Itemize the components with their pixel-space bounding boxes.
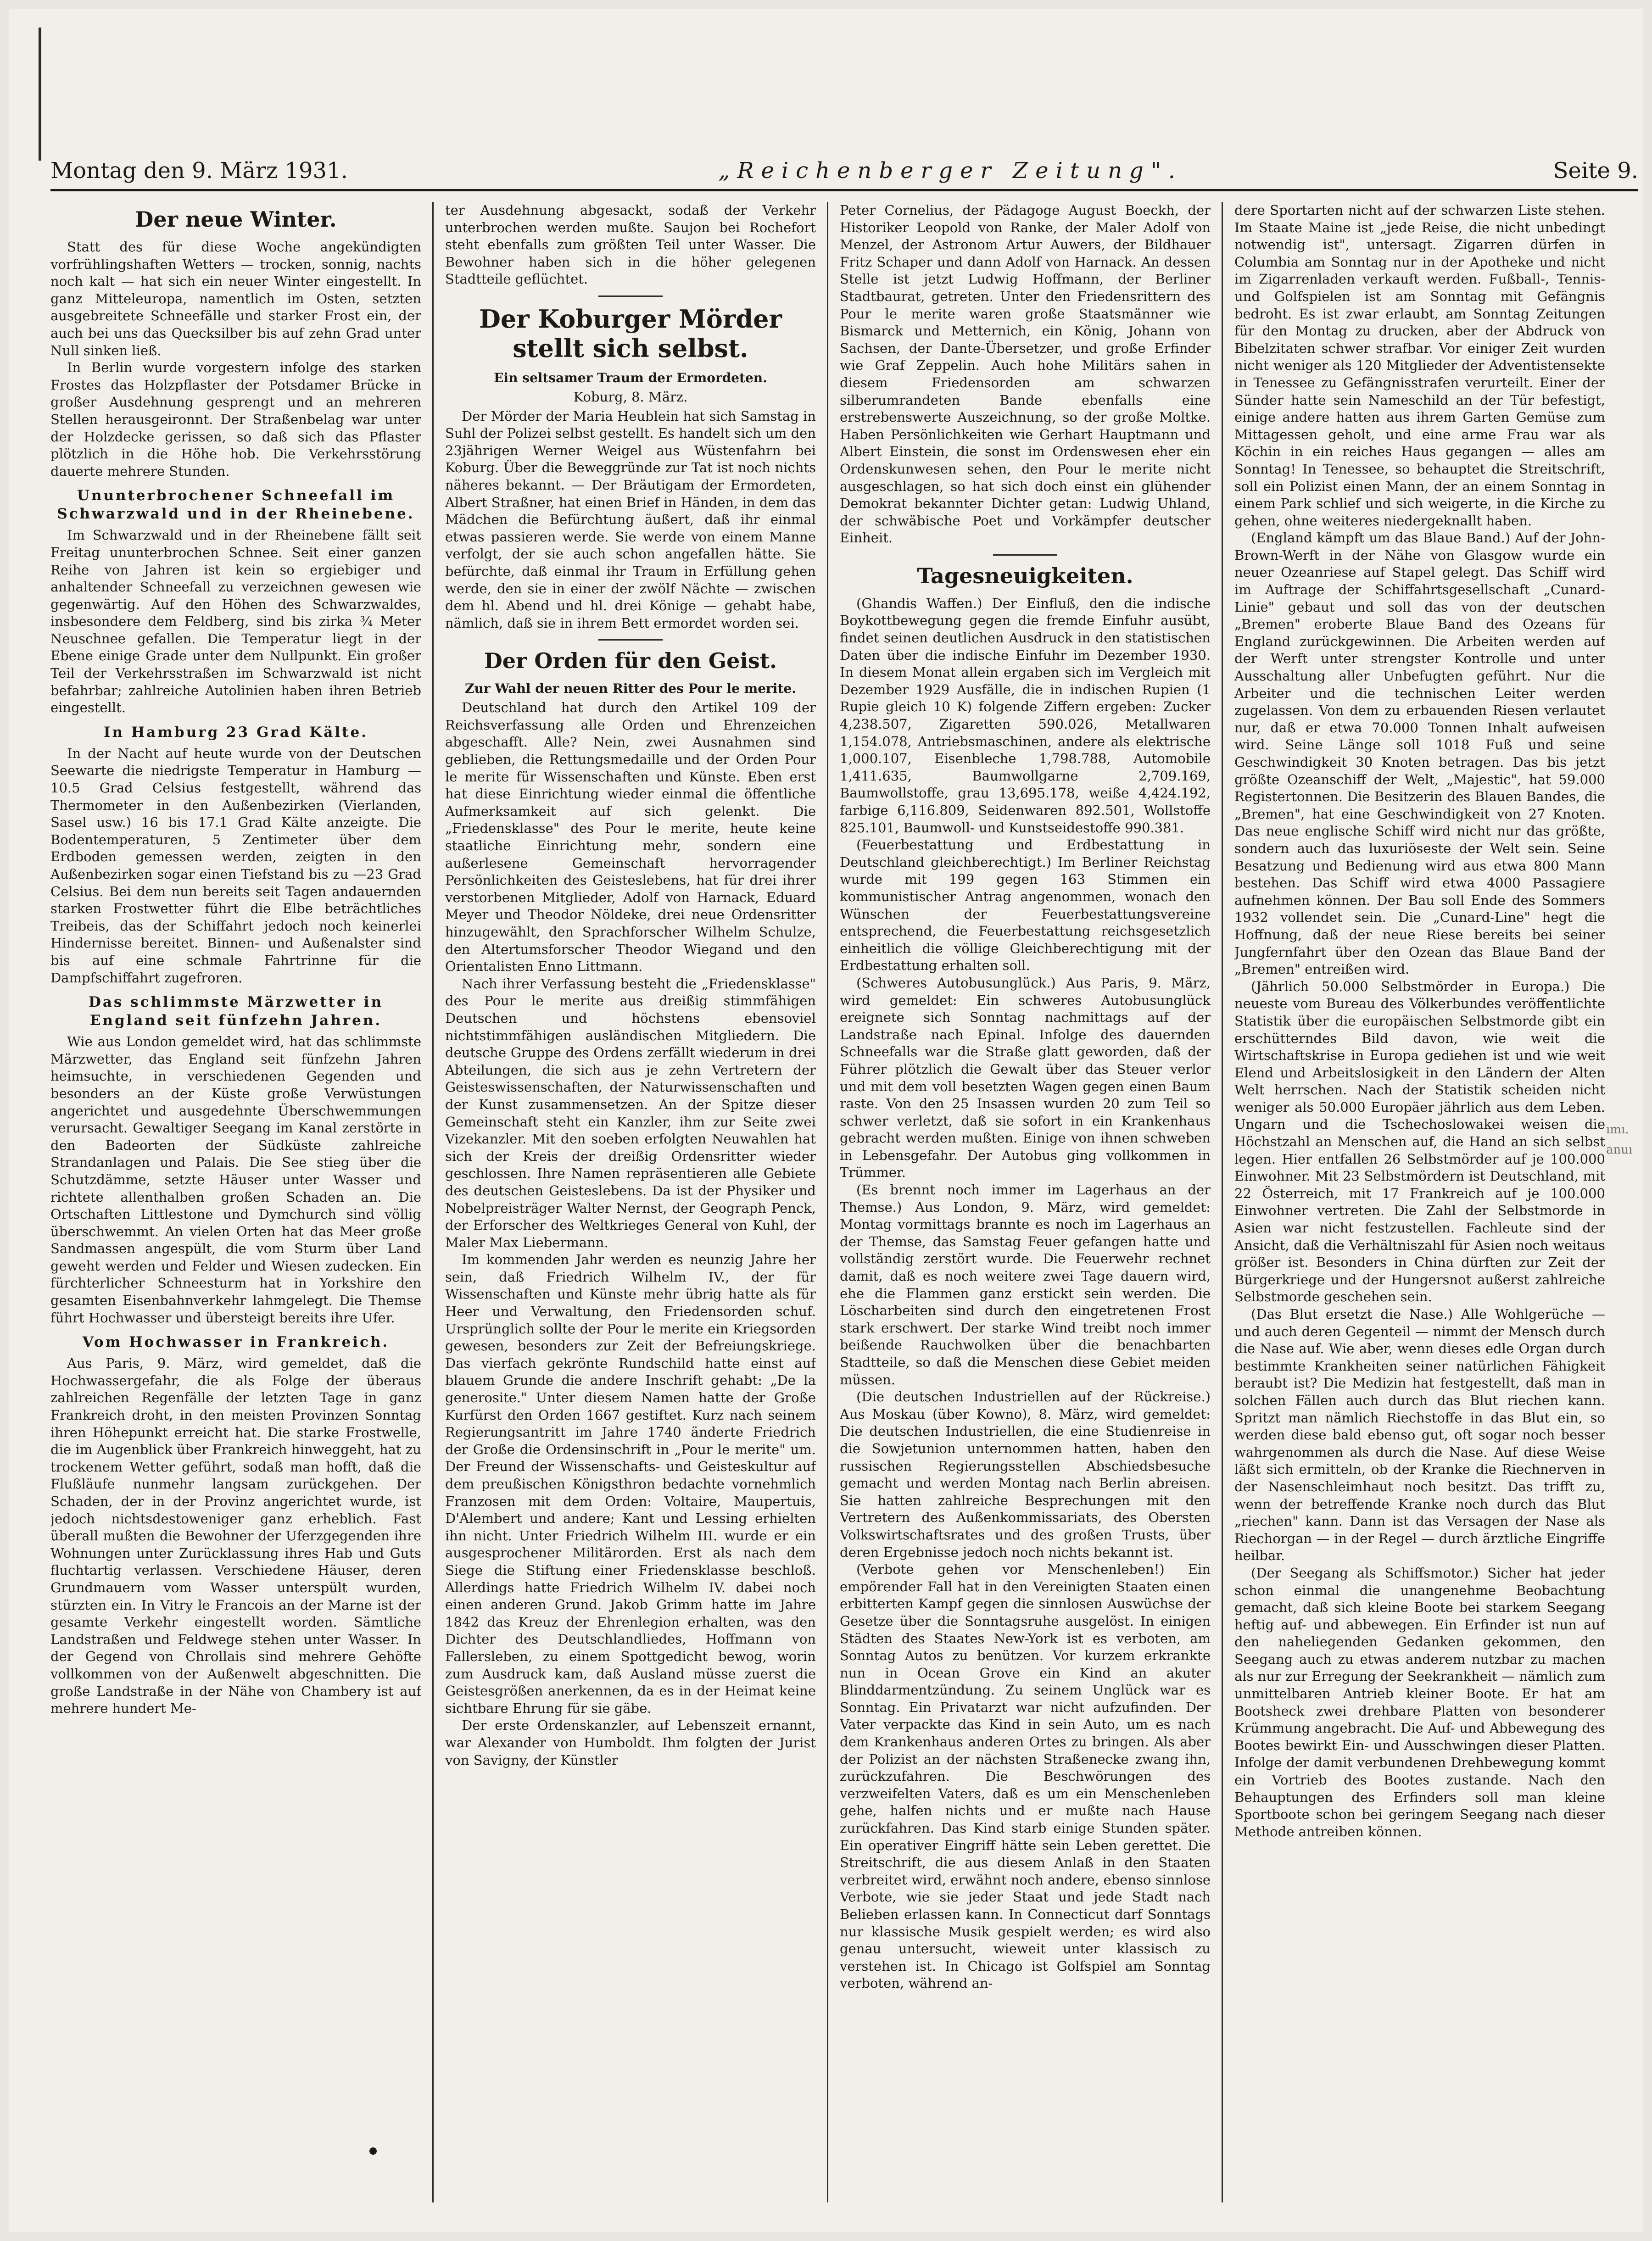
article-paragraph: Peter Cornelius, der Pädagoge August Boeckh, der Historiker Leopold von Ranke, der Maler Adolf von Menzel, der Astronom Artur Auwers, der Bildhauer Fritz Schaper und dann Adolf von Harnack. An dessen Stelle ist jetzt Ludwig Hoffmann, der Berliner Stadtbaurat, getreten. Unter den Friedensrittern des Pour le merite waren große Staatsmänner wie Bismarck und Metternich, ein König, Johann von Sachsen, der Dante-Übersetzer, und große Erfinder wie Graf Zeppelin. Auch hohe Militärs sahen in diesem Friedensorden am schwarzen silberumrandeten Bande ebenfalls eine erstrebenswerte Auszeichnung, so der große Moltke. Haben Persönlichkeiten wie Gerhart Hauptmann und Albert Einstein, die sonst im Ordenswesen eher ein Ordenskunwesen sehen, den Pour le merite nicht ausgeschlagen, so hat sich doch einst ein glühender Demokrat bekannter Dichter getan: Ludwig Uhland, der schwäbische Poet und Vorkämpfer deutscher Einheit. — [840, 202, 1211, 546]
news-item: (England kämpft um das Blaue Band.) Auf der John-Brown-Werft in der Nähe von Glasgow wurde ein neuer Ozeanriese auf Stapel gelegt. Das Schiff wird im Auftrage der Schiffahrtsgesellschaft „Cunard-Linie" gebaut und soll das von der deutschen „Bremen" eroberte Blaue Band des Ozeans für England zurückgewinnen. Die Arbeiten werden auf der Werft unter strengster Kontrolle und unter Ausschaltung aller Unbefugten geführt. Nur die Arbeiter und die technischen Leiter werden zugelassen. Von dem zu erbauenden Riesen verlautet nur, daß er etwa 70.000 Tonnen Inhalt aufweisen wird. Seine Länge soll 1018 Fuß und seine Geschwindigkeit 30 Knoten betragen. Das bis jetzt größte Ozeanschiff der Welt, „Majestic", hat 59.000 Registertonnen. Die Besitzerin des Blauen Bandes, die „Bremen", hat eine Geschwindigkeit von 27 Knoten. Das neue englische Schiff wird nicht nur das größte, sondern auch das luxuriöseste der Welt sein. Seine Besatzung und Bedienung wird aus etwa 800 Mann bestehen. Das Schiff wird etwa 4000 Passagiere aufnehmen können. Der Bau soll Ende des Sommers 1932 vollendet sein. Die „Cunard-Line" hegt die Hoffnung, daß der neue Riese bereits bei seiner Jungfernfahrt über den Ozean das Blaue Band der „Bremen" entreißen wird. — [1234, 530, 1605, 977]
news-item: (Verbote gehen vor Menschenleben!) Ein empörender Fall hat in den Vereinigten Staaten einen erbitterten Kampf gegen die sinnlosen Auswüchse der Gesetze über die Sonntagsruhe ausgelöst. In einigen Städten des Staates New-York ist es verboten, am Sonntag Autos zu benützen. Vor kurzem erkrankte nun in Ocean Grove ein Kind an akuter Blinddarmentzündung. Zu seinem Unglück war es Sonntag. Ein Privatarzt war nicht aufzufinden. Der Vater verpackte das Kind in sein Auto, um es nach dem Krankenhaus anderen Ortes zu bringen. Als aber der Polizist an der nächsten Straßenecke zwang ihn, zurückzufahren. Die Beschwörungen des verzweifelten Vaters, daß es um ein Menschenleben gehe, halfen nichts und er mußte nach Hause zurückfahren. Das Kind starb einige Stunden später. Ein operativer Eingriff hätte sein Leben gerettet. Die Streitschrift, die aus diesem Anlaß in den Staaten verbreitet wird, erwähnt noch andere, ebenso sinnlose Verbote, wie sie jeder Staat und jede Stadt nach Belieben erlassen kann. In Connecticut darf Sonntags nur klassische Musik gespielt werden; es wird also genau untersucht, wieweit unter klassisch zu verstehen ist. In Chicago ist Golfspiel am Sonntag verboten, während an- — [840, 1561, 1211, 1991]
news-item: (Das Blut ersetzt die Nase.) Alle Wohlgerüche — und auch deren Gegenteil — nimmt der Mensch durch die Nase auf. Wie aber, wenn dieses edle Organ durch bestimmte Krankheiten seiner natürlichen Fähigkeit beraubt ist? Die Medizin hat festgestellt, daß man in solchen Fällen auch durch das Blut riechen kann. Spritzt man nämlich Riechstoffe in das Blut ein, so werden diese bald ebenso gut, oft sogar noch besser wahrgenommen als durch die Nase. Auf diese Weise läßt sich ermitteln, ob der Kranke die Riechnerven in der Nasenschleimhaut noch besitzt. Das trifft zu, wenn der betreffende Kranke noch durch das Blut „riechen" kann. Dann ist das Versagen der Nase als Riechorgan — in der Regel — durch ärztliche Eingriffe heilbar. — [1234, 1306, 1605, 1564]
issue-date: Montag den 9. März 1931. — [50, 158, 348, 184]
article-paragraph: In Berlin wurde vorgestern infolge des starken Frostes das Holzpflaster der Potsdamer Brücke in großer Ausdehnung gesprengt und an mehreren Stellen herausgeironnt. Der Straßenbelag war unter der Holzdecke gerissen, so daß sich das Pflaster plötzlich in die Höhe hob. Die Verkehrsstörung dauerte mehrere Stunden. — [50, 360, 421, 479]
section-title-tagesneuigkeiten: Tagesneuigkeiten. — [917, 563, 1133, 588]
article-separator — [598, 295, 663, 297]
page-number: Seite 9. — [1553, 158, 1638, 184]
article-paragraph: dere Sportarten nicht auf der schwarzen Liste stehen. Im Staate Maine ist „jede Reise, die nicht unbedingt notwendig ist", untersagt. Zigarren dürfen in Columbia am Sonntag nur in der Apotheke und nicht im Zigarrenladen verkauft werden. Fußball-, Tennis- und Golfspielen ist am Sonntag mit Gefängnis bedroht. Es ist zwar erlaubt, am Sonntag Zeitungen für den Montag zu drucken, aber der Abdruck von Bibelzitaten schwer strafbar. Vor einiger Zeit wurden nicht weniger als 120 Mitglieder der Adventistensekte in Tenessee zu Gefängnisstrafen verurteilt. Einer der Sünder hatte sein Nameschild an der Tür befestigt, einige andere hatten aus ihrem Garten Gemüse zum Mittagessen geholt, und eine arme Frau war als Köchin in ein reiches Haus gegangen — alles am Sonntag! In Tenessee, so behauptet die Streitschrift, soll ein Polizist einen Mann, der an einem Sonntag in einem Park schlief und sich weigerte, in die Kirche zu gehen, ohne weiteres niedergeknallt haben. — [1234, 202, 1605, 529]
news-item: (Feuerbestattung und Erdbestattung in Deutschland gleichberechtigt.) Im Berliner Reichstag wurde mit 199 gegen 163 Stimmen ein kommunistischer Antrag angenommen, wonach den Wünschen der Feuerbestattungsvereine entsprechend, die Feuerbestattung reichsgesetzlich einheitlich die völlige Gleichberechtigung mit der Erdbestattung erhalten soll. — [840, 837, 1211, 974]
article-paragraph: Der Mörder der Maria Heublein hat sich Samstag in Suhl der Polizei selbst gestellt. Es handelt sich um den 23jährigen Werner Weigel aus Wüstenfahrn bei Koburg. Über die Beweggründe zur Tat ist noch nichts näheres bekannt. — Der Bräutigam der Ermordeten, Albert Straßner, hat einen Brief in Händen, in dem das Mädchen die Befürchtung äußert, daß ihr einmal etwas passieren werde. Sie werde von einem Manne verfolgt, der sie auch schon angefallen hätte. Sie befürchte, daß einmal ihr Traum in Erfüllung gehen werde, den sie in einer der zwölf Nächte — zwischen dem hl. Abend und hl. drei Könige — gehabt habe, nämlich, daß sie in ihrem Bett ermordet worden sei. — [445, 408, 816, 631]
news-item: (Die deutschen Industriellen auf der Rückreise.) Aus Moskau (über Kowno), 8. März, wird gemeldet: Die deutschen Industriellen, die eine Studienreise in die Sowjetunion unternommen hatten, haben den russischen Regierungsstellen Abschiedsbesuche gemacht und werden Montag nach Berlin abreisen. Sie hatten zahlreiche Besprechungen mit den Vertretern des Außenkommissariats, des Obersten Volkswirtschaftsrates und des großen Trusts, über deren Ergebnisse jedoch noch nichts bekannt ist. — [840, 1389, 1211, 1560]
ink-dot — [369, 2147, 377, 2155]
article-paragraph: Wie aus London gemeldet wird, hat das schlimmste Märzwetter, das England seit fünfzehn Jahren heimsuchte, in verschiedenen Gegenden und besonders an der Küste große Verwüstungen angerichtet und ausgedehnte Überschwemmungen verursacht. Gewaltiger Seegang im Kanal zerstörte in den Badeorten der Südküste zahlreiche Strandanlagen und Palais. Die See stieg über die Schutzdämme, setzte Häuser unter Wasser und richtete allenthalben großen Schaden an. Die Ortschaften Littlestone und Dymchurch sind völlig überschwemmt. An vielen Orten hat das Meer große Sandmassen angespült, die vom Sturm über Land geweht werden und Felder und Wiesen zudecken. Ein fürchterlicher Schneesturm hat in Yorkshire den gesamten Eisenbahnverkehr lahmgelegt. Die Themse führt Hochwasser und übersteigt bereits ihre Ufer. — [50, 1034, 421, 1326]
news-item: (Jährlich 50.000 Selbstmörder in Europa.) Die neueste vom Bureau des Völkerbundes veröffentlichte Statistik über die europäischen Selbstmorde gibt ein erschütterndes Bild davon, wie weit die Wirtschaftskrise in Europa gediehen ist und wie weit Elend und Arbeitslosigkeit in den Ländern der Alten Welt herrschen. Nach der Statistik scheiden nicht weniger als 50.000 Europäer jährlich aus dem Leben. Ungarn und die Tschechoslowakei weisen die Höchstzahl an Menschen auf, die Hand an sich selbst legen. Hier entfallen 26 Selbstmörder auf je 100.000 Einwohner. Mit 23 Selbstmördern ist Deutschland, mit 22 Österreich, mit 17 Frankreich auf je 100.000 Einwohner vertreten. Die Zahl der Selbstmorde in Asien war nicht festzustellen. Fachleute sind der Ansicht, daß die Verhältniszahl für Asien noch weitaus größer ist. Besonders in China dürften zur Zeit der Bürgerkriege und der Hungersnot außerst zahlreiche Selbstmorde geschehen sein. — [1234, 978, 1605, 1305]
article-paragraph: Nach ihrer Verfassung besteht die „Friedensklasse" des Pour le merite aus dreißig stimmfähigen Deutschen und höchstens ebensoviel nichtstimmfähigen ausländischen Mitgliedern. Die deutsche Gruppe des Ordens zerfällt wiederum in drei Abteilungen, die sich aus je zehn Vertretern der Geisteswissenschaften, der Naturwissenschaften und der Kunst zusammensetzen. An der Spitze dieser Gemeinschaft steht ein Kanzler, ihm zur Seite zwei Vizekanzler. Mit den soeben erfolgten Neuwahlen hat sich der Kreis der dreißig Ordensritter wieder geschlossen. Ihre Namen repräsentieren alle Gebiete des deutschen Geisteslebens. Da ist der Physiker und Nobelpreisträger Walter Nernst, der Geograph Penck, der Erforscher des Weltkrieges General von Kuhl, der Maler Max Liebermann. — [445, 976, 816, 1250]
article-title-orden: Der Orden für den Geist. — [484, 648, 777, 674]
margin-bleed-line: anuı — [1606, 1143, 1633, 1157]
article-title-winter: Der neue Winter. — [135, 207, 337, 232]
article-paragraph: Der erste Ordenskanzler, auf Lebenszeit ernannt, war Alexander von Humboldt. Ihm folgten der Jurist von Savigny, der Künstler — [445, 1717, 816, 1768]
section-heading-schwarzwald: Ununterbrochener Schneefall im Schwarzwald und in der Rheinebene. — [57, 487, 415, 523]
column-3 — [840, 202, 1211, 2202]
section-heading-frankreich: Vom Hochwasser in Frankreich. — [82, 1334, 390, 1351]
article-subtitle-koburg: Ein seltsamer Traum der Ermordeten. — [494, 370, 767, 385]
dateline-koburg: Koburg, 8. März. — [573, 389, 688, 405]
column-rule — [827, 202, 828, 2202]
article-title-koburg: Der Koburger Mörder stellt sich selbst. — [479, 304, 782, 363]
article-paragraph: Deutschland hat durch den Artikel 109 der Reichsverfassung alle Orden und Ehrenzeichen abgeschafft. Alle? Nein, zwei Ausnahmen sind geblieben, die Rettungsmedaille und der Orden Pour le merite für Wissenschaften und Künste. Eben erst hat diese Einrichtung wieder einmal die öffentliche Aufmerksamkeit auf sich gelenkt. Die „Friedensklasse" des Pour le merite, heute keine staatliche Einrichtung mehr, sondern eine außerlesene Gemeinschaft hervorragender Persönlichkeiten des Geisteslebens, hat für drei ihrer verstorbenen Mitglieder, Adolf von Harnack, Eduard Meyer und Theodor Nöldeke, drei neue Ordensritter hinzugewählt, den Sprachforscher Wilhelm Schulze, den Altertumsforscher Theodor Wiegand und den Orientalisten Enno Littmann. — [445, 700, 816, 975]
section-heading-england: Das schlimmste Märzwetter in England seit fünfzehn Jahren. — [88, 994, 384, 1029]
article-paragraph: Im kommenden Jahr werden es neunzig Jahre her sein, daß Friedrich Wilhelm IV., der für Wissenschaften und Künste mehr übrig hatte als für Heer und Verwaltung, den Friedensorden schuf. Ursprünglich sollte der Pour le merite ein Kriegsorden gewesen, besonders zur Zeit der Befreiungskriege. Das vierfach gekrönte Rundschild hatte einst auf blauem Grunde die andere Inschrift gehabt: „De la generosite." Unter diesem Namen hatte der Große Kurfürst den Orden 1667 gestiftet. Kurz nach seinem Regierungsantritt im Jahre 1740 änderte Friedrich der Große die Ordensinschrift in „Pour le merite" um. Der Freund der Wissenschafts- und Geisteskultur auf dem preußischen Königsthron bedachte vornehmlich Franzosen mit dem Orden: Voltaire, Maupertuis, D'Alembert und andere; Kant und Lessing erhielten ihn nicht. Unter Friedrich Wilhelm III. wurde er ein ausgesprochener Militärorden. Erst als nach dem Siege die Stiftung einer Friedensklasse beschloß. Allerdings hatte Friedrich Wilhelm IV. dabei noch einen anderen Grund. Jakob Grimm hatte im Jahre 1842 das Kreuz der Ehrenlegion erhalten, was den Dichter des Deutschlandliedes, Hoffmann von Fallersleben, zu einem Spottgedicht bewog, worin zum Ausdruck kam, daß Ausland müsse zuerst die Geistesgrößen anerkennen, da es in der Heimat keine sichtbare Ehrung für sie gäbe. — [445, 1252, 816, 1716]
article-separator — [598, 639, 663, 641]
newspaper-page — [9, 9, 1643, 2232]
article-paragraph: Im Schwarzwald und in der Rheinebene fällt seit Freitag ununterbrochen Schnee. Seit einer ganzen Reihe von Jahren ist kein so ergiebiger und anhaltender Schneefall zu verzeichnen gewesen wie gegenwärtig. Auf den Höhen des Schwarzwaldes, insbesondere dem Feldberg, sind bis zirka ¾ Meter Neuschnee gefallen. Die Temperatur liegt in der Ebene einige Grade unter dem Nullpunkt. Ein großer Teil der Verkehrsstraßen im Schwarzwald ist nicht befahrbar; zahlreiche Autolinien haben ihren Betrieb eingestellt. — [50, 527, 421, 716]
article-paragraph: Aus Paris, 9. März, wird gemeldet, daß die Hochwassergefahr, die als Folge der überaus zahlreichen Regenfälle der letzten Tage in ganz Frankreich droht, in den meisten Provinzen Sonntag ihren Höhepunkt erreicht hat. Die starke Frostwelle, die im Augenblick über Frankreich hinweggeht, hat zu trockenem Wetter geführt, sodaß man hofft, daß die Flußläufe nunmehr langsam zurückgehen. Der Schaden, der in der Provinz angerichtet wurde, ist jedoch nichtsdestoweniger ganz erheblich. Fast überall mußten die Bewohner der Uferzgegenden ihre Wohnungen unter Zurücklassung ihres Hab und Guts fluchtartig verlassen. Verschiedene Häuser, deren Grundmauern vom Wasser unterspült wurden, stürzten ein. In Vitry le Francois an der Marne ist der gesamte Verkehr eingestellt worden. Sämtliche Landstraßen und Feldwege stehen unter Wasser. In der Gegend von Chrollais sind mehrere Gehöfte vollkommen von der Außenwelt abgeschnitten. Die große Landstraße in der Nähe von Chambery ist auf mehrere hundert Me- — [50, 1355, 421, 1717]
article-subtitle-orden: Zur Wahl der neuen Ritter des Pour le merite. — [465, 681, 796, 697]
column-4 — [1234, 202, 1605, 2202]
column-rule — [432, 202, 434, 2202]
page-header — [50, 147, 1638, 191]
column-2 — [445, 202, 816, 2202]
news-item: (Ghandis Waffen.) Der Einfluß, den die indische Boykottbewegung gegen die fremde Einfuhr ausübt, findet seinen deutlichen Ausdruck in den statistischen Daten über die indische Einfuhr im Dezember 1930. In diesem Monat allein ergaben sich im Vergleich mit Dezember 1929 Ausfälle, die in indischen Rupien (1 Rupie gleich 10 K) folgende Ziffern ergeben: Zucker 4,238.507, Zigaretten 590.026, Metallwaren 1,154.078, Antriebsmaschinen, andere als elektrische 1,000.107, Eisenbleche 1,798.788, Automobile 1,411.635, Baumwollgarne 2,709.169, Baumwollstoffe, grau 13,695.178, weiße 4,424.192, farbige 6,116.809, Seidenwaren 892.501, Wollstoffe 825.101, Baumwoll- und Kunstseidestoffe 990.381. — [840, 595, 1211, 836]
news-item: (Es brennt noch immer im Lagerhaus an der Themse.) Aus London, 9. März, wird gemeldet: Montag vormittags brannte es noch im Lagerhaus an der Themse, das Samstag Feuer gefangen hatte und vollständig zerstört wurde. Die Feuerwehr rechnet damit, daß es noch weitere zwei Tage dauern wird, ehe die Flammen ganz erstickt sein werden. Die Löscharbeiten sind durch den eingetretenen Frost stark erschwert. Der starke Wind treibt noch immer beißende Rauchwolken über die benachbarten Stadtteile, so daß die Menschen diese Gebiet meiden müssen. — [840, 1182, 1211, 1388]
column-1 — [50, 202, 421, 2202]
section-heading-hamburg: In Hamburg 23 Grad Kälte. — [104, 724, 368, 741]
article-separator — [993, 554, 1057, 556]
margin-bleed-line: ımı. — [1606, 1123, 1629, 1137]
article-paragraph: ter Ausdehnung abgesackt, sodaß der Verkehr unterbrochen werden mußte. Saujon bei Rochefort steht ebenfalls zum größten Teil unter Wasser. Die Bewohner haben sich in die höher gelegenen Stadtteile geflüchtet. — [445, 202, 816, 287]
column-rule — [1222, 202, 1223, 2202]
news-item: (Schweres Autobusunglück.) Aus Paris, 9. März, wird gemeldet: Ein schweres Autobusunglück ereignete sich Sonntag nachmittags auf der Landstraße nach Epinal. Infolge des dauernden Schneefalls war die Straße glatt geworden, daß der Führer plötzlich die Gewalt über das Steuer verlor und mit dem voll besetzten Wagen gegen einen Baum raste. Von den 25 Insassen wurden 20 zum Teil so schwer verletzt, daß sie sofort in ein Krankenhaus gebracht werden mußten. Einige von ihnen schweben in Lebensgefahr. Der Autobus ging vollkommen in Trümmer. — [840, 975, 1211, 1181]
margin-bleed-text — [1606, 1120, 1638, 1160]
binding-edge-mark — [39, 28, 41, 161]
newspaper-name: „Reichenberger Zeitung". — [718, 158, 1183, 184]
article-paragraph: In der Nacht auf heute wurde von der Deutschen Seewarte die niedrigste Temperatur in Hamburg —10.5 Grad Celsius festgestellt, während das Thermometer in den Außenbezirken (Vierlanden, Sasel usw.) 16 bis 17.1 Grad Kälte anzeigte. Die Bodentemperaturen, 5 Zentimeter über dem Erdboden gemessen werden, zeigten in den Außenbezirken sogar einen Tiefstand bis zu —23 Grad Celsius. Bei dem nun bereits seit Tagen andauernden starken Frostwetter führt die Elbe beträchtliches Treibeis, das der Schiffahrt jedoch noch keinerlei Hindernisse bereitet. Binnen- und Außenalster sind bis auf eine schmale Fahrtrinne für die Dampfschiffahrt zugefroren. — [50, 745, 421, 986]
text-columns — [50, 202, 1638, 2202]
news-item: (Der Seegang als Schiffsmotor.) Sicher hat jeder schon einmal die unangenehme Beobachtung gemacht, daß sich kleine Boote bei starkem Seegang heftig auf- und abbewegen. Ein Erfinder ist nun auf den naheliegenden Gedanken gekommen, den Seegang auch zu etwas anderem nutzbar zu machen als nur zur Erregung der Seekrankheit — nämlich zum unmittelbaren Antrieb kleiner Boote. Er hat am Bootsheck zwei drehbare Platten von besonderer Krümmung angebracht. Die Auf- und Abbewegung des Bootes bewirkt Ein- und Ausschwingen dieser Platten. Infolge der damit verbundenen Drehbewegung kommt ein Vortrieb des Bootes zustande. Nach den Behauptungen des Erfinders soll man kleine Sportboote schon bei geringem Seegang nach dieser Methode antreiben können. — [1234, 1565, 1605, 1840]
article-paragraph: Statt des für diese Woche angekündigten vorfrühlingshaften Wetters — trocken, sonnig, nachts noch kalt — hat sich ein neuer Winter eingestellt. In ganz Mitteleuropa, namentlich im Osten, setzten ausgebreitete Schneefälle und starker Frost ein, der auch bei uns das Quecksilber bis auf zehn Grad unter Null sinken ließ. — [50, 239, 421, 358]
